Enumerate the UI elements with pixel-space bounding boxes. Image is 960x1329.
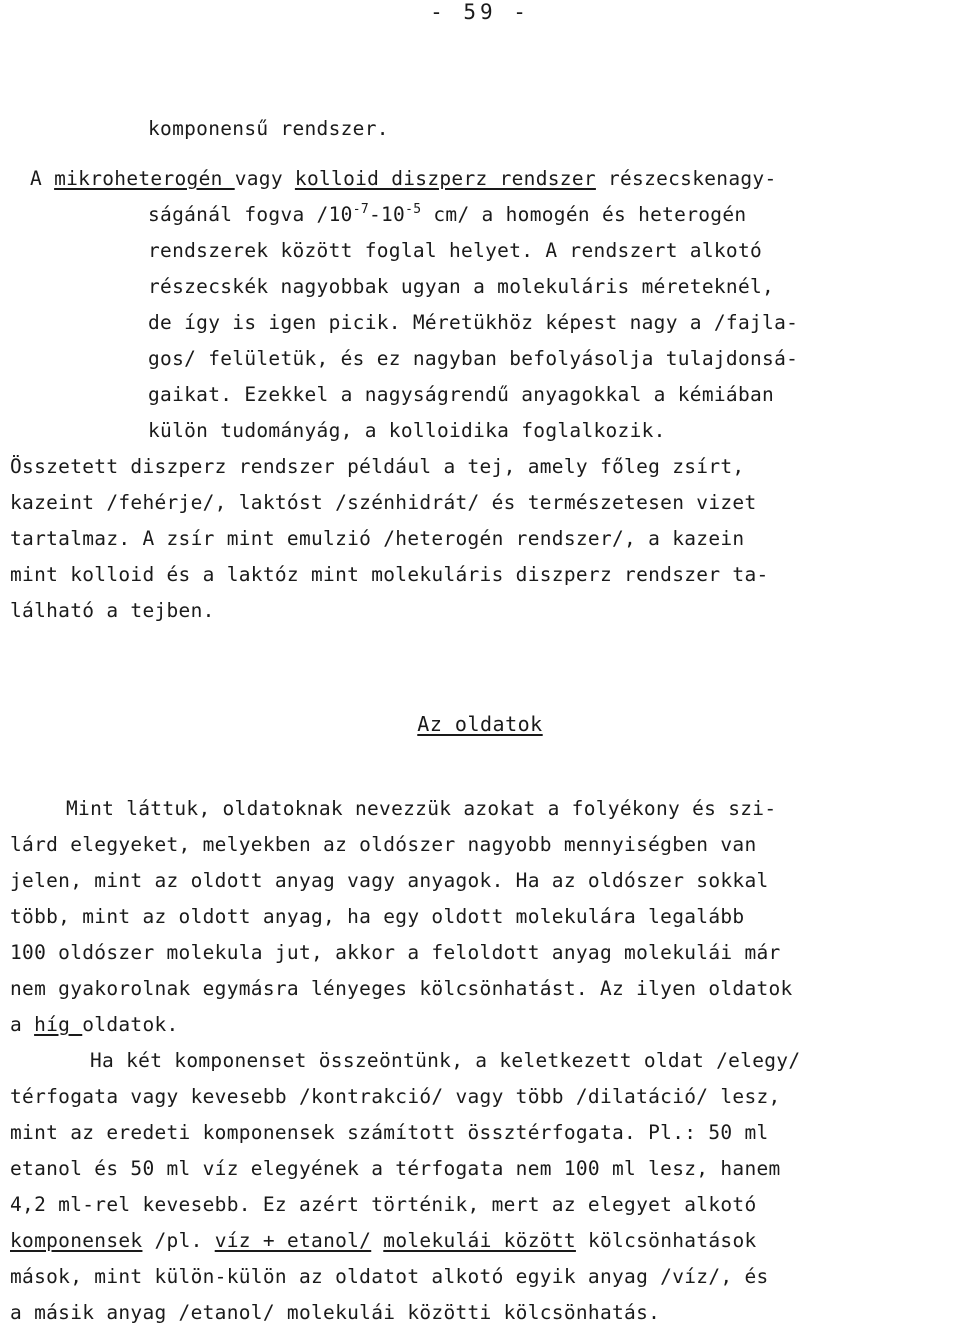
text-line: mint az eredeti komponensek számított össztérfogata. Pl.: 50 ml <box>10 1121 769 1144</box>
underlined-term-viz-etanol: víz + etanol/ <box>214 1229 372 1252</box>
text-line: etanol és 50 ml víz elegyének a térfogata nem 100 ml lesz, hanem <box>10 1157 781 1180</box>
text-line: lálható a tejben. <box>10 599 215 622</box>
text-line: nem gyakorolnak egymásra lényeges kölcsönhatást. Az ilyen oldatok <box>10 977 793 1000</box>
text-line: ságánál fogva $/10^{-7}-10^{-5}$ cm/ a homogén és heterogén <box>148 202 747 226</box>
text-line: gos/ felületük, és ez nagyban befolyásolja tulajdonsá- <box>148 347 799 370</box>
text-line: rendszerek között foglal helyet. A rendszert alkotó <box>148 239 763 262</box>
text-line: lárd elegyeket, melyekben az oldószer nagyobb mennyiségben van <box>10 833 757 856</box>
text-line: Ha két komponenset összeöntünk, a keletkezett oldat /elegy/ <box>90 1049 801 1072</box>
text-line: Mint láttuk, oldatoknak nevezzük azokat a folyékony és szi- <box>66 797 777 820</box>
underlined-term-kolloid: kolloid diszperz rendszer <box>294 167 596 190</box>
underlined-term-komponensek: komponensek <box>10 1229 143 1252</box>
text-line: a másik anyag /etanol/ molekulái közötti kölcsönhatás. <box>10 1301 661 1324</box>
section-heading: Az oldatok <box>417 712 543 736</box>
text-line: 100 oldószer molekula jut, akkor a feloldott anyag molekulái már <box>10 941 781 964</box>
text-line: kazeint /fehérje/, laktóst /szénhidrát/ és természetesen vizet <box>10 491 757 514</box>
text-line: de így is igen picik. Méretükhöz képest nagy a /fajla- <box>148 311 799 334</box>
text-line: komponensű rendszer. <box>148 117 389 140</box>
text-line: térfogata vagy kevesebb /kontrakció/ vagy több /dilatáció/ lesz, <box>10 1085 781 1108</box>
underlined-term-hig: híg <box>34 1013 83 1036</box>
text-line: részecskék nagyobbak ugyan a molekuláris méreteknél, <box>148 275 775 298</box>
text-line: komponensek /pl. víz + etanol/ molekulái között kölcsönhatások <box>10 1229 757 1252</box>
text-line: a híg oldatok. <box>10 1013 179 1036</box>
text-line: több, mint az oldott anyag, ha egy oldott molekulára legalább <box>10 905 745 928</box>
underlined-term-mikroheterogen: mikroheterogén <box>54 167 235 190</box>
text-line: tartalmaz. A zsír mint emulzió /heterogén rendszer/, a kazein <box>10 527 745 550</box>
text-line: 4,2 ml-rel kevesebb. Ez azért történik, mert az elegyet alkotó <box>10 1193 757 1216</box>
text-line: mint kolloid és a laktóz mint molekuláris diszperz rendszer ta- <box>10 563 769 586</box>
text-line: A mikroheterogén vagy kolloid diszperz rendszer részecskenagy- <box>30 167 777 190</box>
underlined-term-molekulai-kozotti: molekulái között <box>383 1229 576 1252</box>
page-number: - 59 - <box>430 0 530 24</box>
text-line: gaikat. Ezekkel a nagyságrendű anyagokkal a kémiában <box>148 383 775 406</box>
text-line: külön tudományág, a kolloidika foglalkozik. <box>148 419 666 442</box>
text-line: mások, mint külön-külön az oldatot alkotó egyik anyag /víz/, és <box>10 1265 769 1288</box>
text-line: Összetett diszperz rendszer például a tej, amely főleg zsírt, <box>10 455 745 478</box>
text-line: jelen, mint az oldott anyag vagy anyagok. Ha az oldószer sokkal <box>10 869 769 892</box>
